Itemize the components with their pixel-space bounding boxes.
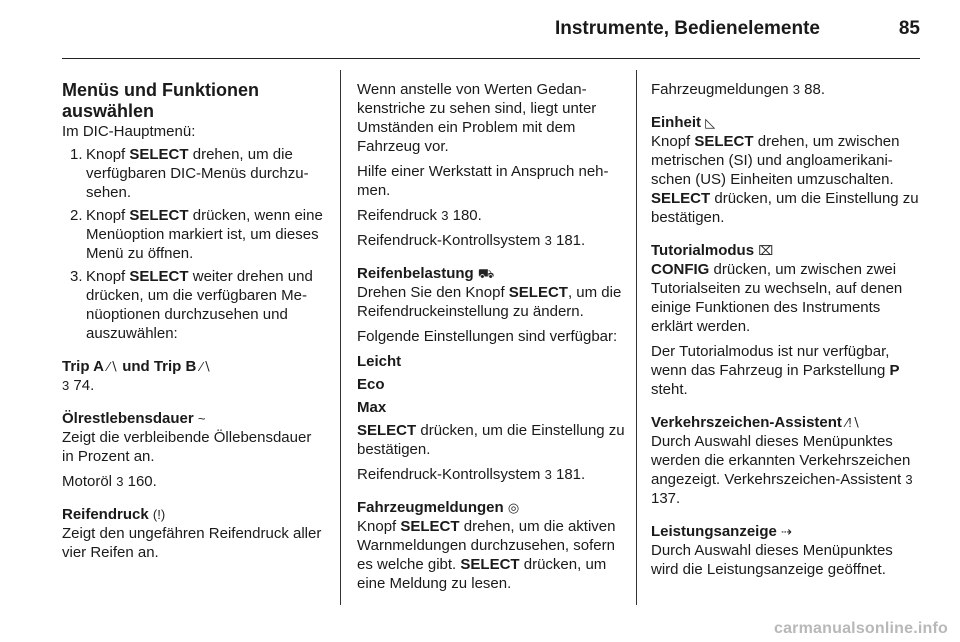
header-divider bbox=[62, 58, 920, 59]
column-3 bbox=[651, 80, 923, 579]
paragraph: SELECT drücken, um die Einstellung zu bestätigen. bbox=[357, 422, 625, 458]
paragraph: Durch Auswahl dieses Menüpunktes werden die erkannten Verkehrszeichen angezeigt. Verkehrszeichen-Assistent 3 137. bbox=[651, 433, 913, 507]
option-eco: Eco bbox=[357, 376, 385, 393]
reference-arrow-icon: 3 bbox=[441, 208, 449, 223]
column-1 bbox=[62, 80, 324, 562]
page-number: 85 bbox=[898, 18, 920, 39]
tire-pressure-icon: (!) bbox=[152, 507, 166, 522]
list-item: 2. Knopf SELECT drücken, wenn eine Menüoption markiert ist, um dieses Menü zu öffnen. bbox=[70, 207, 323, 262]
paragraph: Drehen Sie den Knopf SELECT, um die Reifendruckeinstellung zu ändern. bbox=[357, 284, 622, 320]
cross-reference: Motoröl 3 160. bbox=[62, 473, 157, 490]
option-max: Max bbox=[357, 399, 387, 416]
column-divider-2 bbox=[636, 70, 637, 605]
cross-reference: Reifendruck 3 180. bbox=[357, 207, 482, 224]
intro-text: Im DIC-Hauptmenü: bbox=[62, 123, 196, 140]
list-item: 1. Knopf SELECT drehen, um die verfügbaren DIC-Menüs durchzusehen. bbox=[70, 146, 309, 201]
trip-icon: ⁄∖ bbox=[200, 359, 211, 374]
performance-heading: Leistungsanzeige ⇢ bbox=[651, 523, 792, 540]
option-light: Leicht bbox=[357, 353, 402, 370]
tutorial-icon: ⌧ bbox=[758, 243, 774, 258]
column-2 bbox=[357, 80, 625, 593]
load-heading: Reifenbelastung ⛟ bbox=[357, 265, 495, 282]
cross-reference: 3 74. bbox=[62, 377, 95, 394]
cross-reference: Fahrzeugmeldungen 3 88. bbox=[651, 81, 826, 98]
tire-text: Zeigt den ungefähren Reifendruck aller vier Reifen an. bbox=[62, 525, 322, 561]
reference-arrow-icon: 3 bbox=[544, 467, 552, 482]
reference-arrow-icon: 3 bbox=[905, 472, 913, 487]
paragraph: Hilfe einer Werkstatt in Anspruch nehmen. bbox=[357, 163, 609, 199]
messages-heading: Fahrzeugmeldungen ◎ bbox=[357, 499, 520, 516]
trip-heading: Trip A ⁄∖ und Trip B ⁄∖ bbox=[62, 358, 211, 375]
section-heading-menus: Menüs und Funktionen auswählen bbox=[62, 80, 259, 121]
unit-heading: Einheit ◺ bbox=[651, 114, 716, 131]
reference-arrow-icon: 3 bbox=[116, 474, 124, 489]
cross-reference: Reifendruck-Kontrollsystem 3 181. bbox=[357, 232, 586, 249]
paragraph: Knopf SELECT drehen, um die aktiven Warnmeldungen durchzusehen, sofern es welche gibt. SELECT drücken, um eine Meldung zu lesen. bbox=[357, 518, 616, 592]
list-item: 3. Knopf SELECT weiter drehen und drücken, um die verfügbaren Menüoptionen durchzusehen und auszuwählen: bbox=[70, 268, 313, 342]
page-header bbox=[62, 18, 920, 48]
trip-icon: ⁄∖ bbox=[107, 359, 119, 374]
reference-arrow-icon: 3 bbox=[544, 233, 552, 248]
cross-reference: Reifendruck-Kontrollsystem 3 181. bbox=[357, 466, 586, 483]
sign-assistant-heading: Verkehrszeichen-Assistent ⁄!∖ bbox=[651, 414, 861, 431]
paragraph: CONFIG drücken, um zwischen zwei Tutorialseiten zu wechseln, auf denen einige Funktionen des Instruments erklärt werden. bbox=[651, 261, 903, 335]
tire-heading: Reifendruck (!) bbox=[62, 506, 166, 523]
paragraph: Folgende Einstellungen sind verfügbar: bbox=[357, 328, 618, 345]
oil-can-icon: ~ bbox=[197, 411, 206, 426]
paragraph: Knopf SELECT drehen, um zwischen metrischen (SI) und angloamerikanischen (US) Einheiten umzuschalten. SELECT drücken, um die Einstellung zu bestätigen. bbox=[651, 133, 919, 226]
page-title: Instrumente, Bedienelemente bbox=[554, 18, 820, 39]
tire-load-icon: ⛟ bbox=[477, 266, 495, 281]
steps-list bbox=[62, 145, 324, 343]
paragraph: Wenn anstelle von Werten Gedankenstriche zu sehen sind, liegt unter Umständen ein Problem mit dem Fahrzeug vor. bbox=[357, 81, 597, 155]
reference-arrow-icon: 3 bbox=[62, 378, 70, 393]
oil-heading: Ölrestlebensdauer ~ bbox=[62, 410, 206, 427]
tutorial-heading: Tutorialmodus ⌧ bbox=[651, 242, 774, 259]
paragraph: Der Tutorialmodus ist nur verfügbar, wenn das Fahrzeug in Parkstellung P steht. bbox=[651, 343, 900, 398]
message-icon: ◎ bbox=[507, 500, 520, 515]
reference-arrow-icon: 3 bbox=[792, 82, 800, 97]
traffic-sign-icon: ⁄!∖ bbox=[846, 415, 861, 430]
paragraph: Durch Auswahl dieses Menüpunktes wird die Leistungsanzeige geöffnet. bbox=[651, 542, 893, 578]
watermark-text: carmanualsonline.info bbox=[773, 620, 948, 637]
oil-text: Zeigt die verbleibende Öllebensdauer in Prozent an. bbox=[62, 429, 312, 465]
column-divider-1 bbox=[340, 70, 341, 605]
unit-icon: ◺ bbox=[705, 115, 716, 130]
performance-icon: ⇢ bbox=[781, 524, 792, 539]
